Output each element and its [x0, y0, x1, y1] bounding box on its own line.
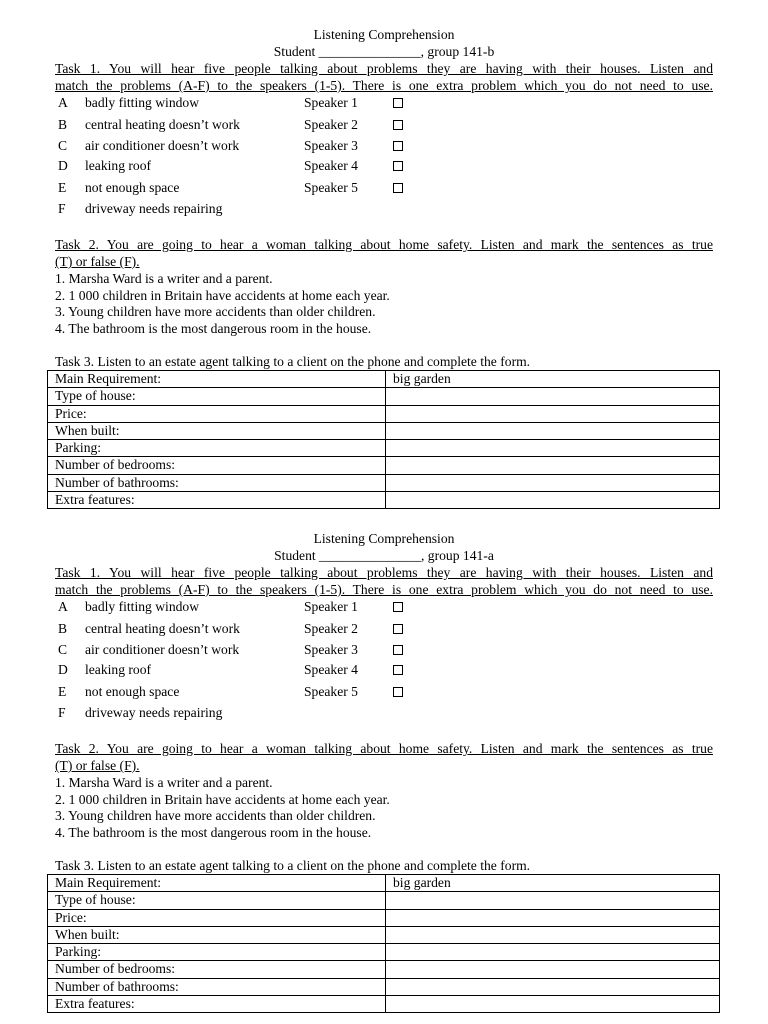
problem-letter: D: [58, 662, 68, 677]
speaker-label: Speaker 1: [304, 95, 358, 110]
answer-checkbox[interactable]: [393, 645, 403, 655]
form-label: Extra features:: [48, 492, 386, 509]
worksheet-title: Listening Comprehension: [313, 27, 455, 42]
problem-letter: C: [58, 138, 68, 153]
form-row: [48, 371, 720, 388]
problem-text: central heating doesn’t work: [85, 117, 240, 132]
form-answer-field[interactable]: [386, 961, 720, 978]
task2-instruction-line2: (T) or false (F).: [55, 758, 140, 773]
problem-text: not enough space: [85, 684, 180, 699]
task3-instruction: Task 3. Listen to an estate agent talking to a client on the phone and complete the form.: [55, 354, 531, 369]
answer-checkbox[interactable]: [393, 141, 403, 151]
form-value: big garden: [386, 371, 720, 388]
form-row: [48, 961, 720, 978]
house-requirements-form: [47, 370, 720, 509]
problem-text: air conditioner doesn’t work: [85, 642, 240, 657]
form-label: Parking:: [48, 944, 386, 961]
student-line: Student _______________, group 141-a: [274, 548, 494, 563]
problem-letter: D: [58, 158, 68, 173]
speaker-label: Speaker 2: [304, 117, 358, 132]
task2-sentence: 3. Young children have more accidents than older children.: [55, 304, 376, 319]
form-answer-field[interactable]: [386, 892, 720, 909]
form-label: Type of house:: [48, 388, 386, 405]
form-answer-field[interactable]: [386, 909, 720, 926]
problem-text: badly fitting window: [85, 599, 200, 614]
answer-checkbox[interactable]: [393, 624, 403, 634]
problem-text: not enough space: [85, 180, 180, 195]
speaker-label: Speaker 3: [304, 642, 358, 657]
form-row: [48, 422, 720, 439]
worksheet-group-141-a: [0, 504, 768, 1016]
answer-checkbox[interactable]: [393, 120, 403, 130]
worksheet-title: Listening Comprehension: [313, 531, 455, 546]
problem-text: air conditioner doesn’t work: [85, 138, 240, 153]
problem-letter: E: [58, 684, 67, 699]
problem-letter: C: [58, 642, 68, 657]
form-label: Main Requirement:: [48, 371, 386, 388]
problem-text: central heating doesn’t work: [85, 621, 240, 636]
form-answer-field[interactable]: [386, 996, 720, 1013]
task1-instruction-line1: Task 1. You will hear five people talking about problems they are having with their houses. Listen and: [55, 61, 713, 76]
answer-checkbox[interactable]: [393, 161, 403, 171]
form-row: [48, 440, 720, 457]
speaker-label: Speaker 2: [304, 621, 358, 636]
task2-sentence: 3. Young children have more accidents than older children.: [55, 808, 376, 823]
answer-checkbox[interactable]: [393, 183, 403, 193]
form-answer-field[interactable]: [386, 457, 720, 474]
form-label: Number of bedrooms:: [48, 457, 386, 474]
form-label: Parking:: [48, 440, 386, 457]
form-row: [48, 405, 720, 422]
form-value: big garden: [386, 875, 720, 892]
form-label: Number of bathrooms:: [48, 474, 386, 491]
form-label: Extra features:: [48, 996, 386, 1013]
form-row: [48, 388, 720, 405]
form-row: [48, 875, 720, 892]
speaker-label: Speaker 5: [304, 180, 358, 195]
task2-sentence: 1. Marsha Ward is a writer and a parent.: [55, 271, 273, 286]
task2-sentence: 4. The bathroom is the most dangerous room in the house.: [55, 321, 372, 336]
form-label: Main Requirement:: [48, 875, 386, 892]
form-answer-field[interactable]: [386, 926, 720, 943]
problem-letter: B: [58, 117, 68, 132]
problem-letter: B: [58, 621, 68, 636]
form-row: [48, 926, 720, 943]
answer-checkbox[interactable]: [393, 687, 403, 697]
form-label: Number of bathrooms:: [48, 978, 386, 995]
task2-instruction-line2: (T) or false (F).: [55, 254, 140, 269]
form-row: [48, 457, 720, 474]
problem-text: leaking roof: [85, 158, 152, 173]
form-label: Number of bedrooms:: [48, 961, 386, 978]
form-answer-field[interactable]: [386, 978, 720, 995]
form-answer-field[interactable]: [386, 474, 720, 491]
form-row: [48, 892, 720, 909]
form-answer-field[interactable]: [386, 405, 720, 422]
form-label: When built:: [48, 422, 386, 439]
house-requirements-form: [47, 874, 720, 1013]
form-answer-field[interactable]: [386, 440, 720, 457]
problem-letter: E: [58, 180, 67, 195]
task2-sentence: 2. 1 000 children in Britain have accidents at home each year.: [55, 288, 390, 303]
problem-letter: A: [58, 95, 68, 110]
form-row: [48, 909, 720, 926]
problem-letter: F: [58, 201, 66, 216]
form-answer-field[interactable]: [386, 422, 720, 439]
problem-text: leaking roof: [85, 662, 152, 677]
problem-text: driveway needs repairing: [85, 201, 223, 216]
form-label: Price:: [48, 405, 386, 422]
student-line: Student _______________, group 141-b: [273, 44, 495, 59]
form-answer-field[interactable]: [386, 944, 720, 961]
speaker-label: Speaker 4: [304, 662, 358, 677]
form-answer-field[interactable]: [386, 388, 720, 405]
form-row: [48, 474, 720, 491]
problem-letter: F: [58, 705, 66, 720]
answer-checkbox[interactable]: [393, 602, 403, 612]
task2-instruction-line1: Task 2. You are going to hear a woman talking about home safety. Listen and mark the sentences as true: [55, 741, 713, 756]
task1-instruction-line2: match the problems (A-F) to the speakers (1-5). There is one extra problem which you do not need to use.: [55, 78, 713, 93]
task1-instruction-line2: match the problems (A-F) to the speakers (1-5). There is one extra problem which you do not need to use.: [55, 582, 713, 597]
speaker-label: Speaker 5: [304, 684, 358, 699]
task1-instruction-line1: Task 1. You will hear five people talking about problems they are having with their houses. Listen and: [55, 565, 713, 580]
task2-sentence: 1. Marsha Ward is a writer and a parent.: [55, 775, 273, 790]
task2-instruction-line1: Task 2. You are going to hear a woman talking about home safety. Listen and mark the sentences as true: [55, 237, 713, 252]
form-label: Price:: [48, 909, 386, 926]
speaker-label: Speaker 4: [304, 158, 358, 173]
task2-sentence: 2. 1 000 children in Britain have accidents at home each year.: [55, 792, 390, 807]
problem-text: badly fitting window: [85, 95, 200, 110]
answer-checkbox[interactable]: [393, 98, 403, 108]
task2-sentence: 4. The bathroom is the most dangerous room in the house.: [55, 825, 372, 840]
speaker-label: Speaker 1: [304, 599, 358, 614]
problem-text: driveway needs repairing: [85, 705, 223, 720]
task3-instruction: Task 3. Listen to an estate agent talking to a client on the phone and complete the form.: [55, 858, 531, 873]
form-label: Type of house:: [48, 892, 386, 909]
speaker-label: Speaker 3: [304, 138, 358, 153]
form-row: [48, 996, 720, 1013]
answer-checkbox[interactable]: [393, 665, 403, 675]
form-row: [48, 944, 720, 961]
problem-letter: A: [58, 599, 68, 614]
form-label: When built:: [48, 926, 386, 943]
form-row: [48, 978, 720, 995]
